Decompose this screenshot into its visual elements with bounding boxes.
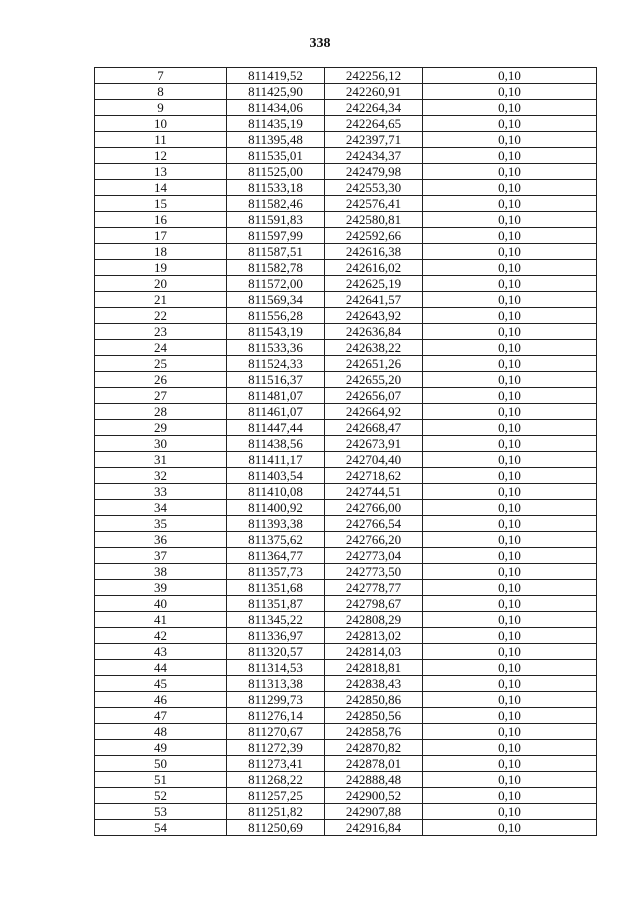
point-number-cell: 18 (95, 244, 227, 260)
table-row (95, 676, 597, 692)
table-row (95, 404, 597, 420)
deviation-cell: 0,10 (423, 100, 597, 116)
y-coordinate-cell: 242616,02 (325, 260, 423, 276)
y-coordinate-cell: 242673,91 (325, 436, 423, 452)
y-coordinate-cell: 242900,52 (325, 788, 423, 804)
deviation-cell: 0,10 (423, 580, 597, 596)
table-row (95, 180, 597, 196)
point-number-cell: 41 (95, 612, 227, 628)
deviation-cell: 0,10 (423, 340, 597, 356)
y-coordinate-cell: 242814,03 (325, 644, 423, 660)
y-coordinate-cell: 242638,22 (325, 340, 423, 356)
deviation-cell: 0,10 (423, 740, 597, 756)
deviation-cell: 0,10 (423, 564, 597, 580)
x-coordinate-cell: 811572,00 (227, 276, 325, 292)
point-number-cell: 28 (95, 404, 227, 420)
x-coordinate-cell: 811447,44 (227, 420, 325, 436)
y-coordinate-cell: 242479,98 (325, 164, 423, 180)
point-number-cell: 47 (95, 708, 227, 724)
deviation-cell: 0,10 (423, 612, 597, 628)
y-coordinate-cell: 242878,01 (325, 756, 423, 772)
point-number-cell: 34 (95, 500, 227, 516)
deviation-cell: 0,10 (423, 788, 597, 804)
y-coordinate-cell: 242553,30 (325, 180, 423, 196)
table-row (95, 308, 597, 324)
x-coordinate-cell: 811438,56 (227, 436, 325, 452)
x-coordinate-cell: 811320,57 (227, 644, 325, 660)
deviation-cell: 0,10 (423, 228, 597, 244)
y-coordinate-cell: 242888,48 (325, 772, 423, 788)
table-row (95, 420, 597, 436)
x-coordinate-cell: 811525,00 (227, 164, 325, 180)
x-coordinate-cell: 811533,18 (227, 180, 325, 196)
y-coordinate-cell: 242580,81 (325, 212, 423, 228)
deviation-cell: 0,10 (423, 500, 597, 516)
point-number-cell: 13 (95, 164, 227, 180)
point-number-cell: 10 (95, 116, 227, 132)
table-row (95, 564, 597, 580)
table-row (95, 612, 597, 628)
point-number-cell: 50 (95, 756, 227, 772)
table-row (95, 788, 597, 804)
y-coordinate-cell: 242766,00 (325, 500, 423, 516)
y-coordinate-cell: 242704,40 (325, 452, 423, 468)
y-coordinate-cell: 242656,07 (325, 388, 423, 404)
table-row (95, 212, 597, 228)
x-coordinate-cell: 811535,01 (227, 148, 325, 164)
table-row (95, 772, 597, 788)
table-row (95, 548, 597, 564)
x-coordinate-cell: 811400,92 (227, 500, 325, 516)
table-row (95, 660, 597, 676)
x-coordinate-cell: 811533,36 (227, 340, 325, 356)
table-row (95, 820, 597, 836)
y-coordinate-cell: 242916,84 (325, 820, 423, 836)
table-row (95, 356, 597, 372)
y-coordinate-cell: 242808,29 (325, 612, 423, 628)
table-row (95, 756, 597, 772)
point-number-cell: 9 (95, 100, 227, 116)
table-row (95, 132, 597, 148)
deviation-cell: 0,10 (423, 260, 597, 276)
x-coordinate-cell: 811425,90 (227, 84, 325, 100)
point-number-cell: 44 (95, 660, 227, 676)
point-number-cell: 23 (95, 324, 227, 340)
table-row (95, 532, 597, 548)
deviation-cell: 0,10 (423, 292, 597, 308)
table-row (95, 244, 597, 260)
x-coordinate-cell: 811299,73 (227, 692, 325, 708)
deviation-cell: 0,10 (423, 148, 597, 164)
point-number-cell: 37 (95, 548, 227, 564)
deviation-cell: 0,10 (423, 308, 597, 324)
point-number-cell: 35 (95, 516, 227, 532)
point-number-cell: 29 (95, 420, 227, 436)
point-number-cell: 17 (95, 228, 227, 244)
deviation-cell: 0,10 (423, 628, 597, 644)
deviation-cell: 0,10 (423, 548, 597, 564)
y-coordinate-cell: 242264,65 (325, 116, 423, 132)
y-coordinate-cell: 242625,19 (325, 276, 423, 292)
deviation-cell: 0,10 (423, 180, 597, 196)
x-coordinate-cell: 811272,39 (227, 740, 325, 756)
coordinates-table (94, 67, 597, 836)
table-row (95, 596, 597, 612)
deviation-cell: 0,10 (423, 132, 597, 148)
x-coordinate-cell: 811591,83 (227, 212, 325, 228)
x-coordinate-cell: 811393,38 (227, 516, 325, 532)
y-coordinate-cell: 242798,67 (325, 596, 423, 612)
x-coordinate-cell: 811276,14 (227, 708, 325, 724)
point-number-cell: 52 (95, 788, 227, 804)
y-coordinate-cell: 242850,56 (325, 708, 423, 724)
deviation-cell: 0,10 (423, 388, 597, 404)
point-number-cell: 14 (95, 180, 227, 196)
deviation-cell: 0,10 (423, 116, 597, 132)
deviation-cell: 0,10 (423, 532, 597, 548)
table-row (95, 644, 597, 660)
point-number-cell: 22 (95, 308, 227, 324)
y-coordinate-cell: 242773,04 (325, 548, 423, 564)
deviation-cell: 0,10 (423, 804, 597, 820)
y-coordinate-cell: 242858,76 (325, 724, 423, 740)
y-coordinate-cell: 242397,71 (325, 132, 423, 148)
table-row (95, 276, 597, 292)
point-number-cell: 31 (95, 452, 227, 468)
x-coordinate-cell: 811250,69 (227, 820, 325, 836)
table-row (95, 228, 597, 244)
deviation-cell: 0,10 (423, 212, 597, 228)
deviation-cell: 0,10 (423, 84, 597, 100)
point-number-cell: 43 (95, 644, 227, 660)
y-coordinate-cell: 242870,82 (325, 740, 423, 756)
x-coordinate-cell: 811345,22 (227, 612, 325, 628)
x-coordinate-cell: 811435,19 (227, 116, 325, 132)
point-number-cell: 11 (95, 132, 227, 148)
deviation-cell: 0,10 (423, 452, 597, 468)
y-coordinate-cell: 242664,92 (325, 404, 423, 420)
deviation-cell: 0,10 (423, 724, 597, 740)
deviation-cell: 0,10 (423, 276, 597, 292)
table-row (95, 468, 597, 484)
table-row (95, 324, 597, 340)
deviation-cell: 0,10 (423, 324, 597, 340)
deviation-cell: 0,10 (423, 356, 597, 372)
deviation-cell: 0,10 (423, 692, 597, 708)
deviation-cell: 0,10 (423, 708, 597, 724)
x-coordinate-cell: 811395,48 (227, 132, 325, 148)
x-coordinate-cell: 811434,06 (227, 100, 325, 116)
y-coordinate-cell: 242778,77 (325, 580, 423, 596)
table-row (95, 804, 597, 820)
deviation-cell: 0,10 (423, 756, 597, 772)
x-coordinate-cell: 811270,67 (227, 724, 325, 740)
point-number-cell: 32 (95, 468, 227, 484)
point-number-cell: 42 (95, 628, 227, 644)
deviation-cell: 0,10 (423, 244, 597, 260)
table-row (95, 580, 597, 596)
deviation-cell: 0,10 (423, 436, 597, 452)
y-coordinate-cell: 242260,91 (325, 84, 423, 100)
y-coordinate-cell: 242718,62 (325, 468, 423, 484)
y-coordinate-cell: 242813,02 (325, 628, 423, 644)
page-number: 338 (309, 36, 331, 51)
x-coordinate-cell: 811257,25 (227, 788, 325, 804)
point-number-cell: 15 (95, 196, 227, 212)
x-coordinate-cell: 811336,97 (227, 628, 325, 644)
x-coordinate-cell: 811556,28 (227, 308, 325, 324)
deviation-cell: 0,10 (423, 372, 597, 388)
x-coordinate-cell: 811351,87 (227, 596, 325, 612)
y-coordinate-cell: 242766,20 (325, 532, 423, 548)
point-number-cell: 53 (95, 804, 227, 820)
y-coordinate-cell: 242773,50 (325, 564, 423, 580)
point-number-cell: 7 (95, 68, 227, 84)
y-coordinate-cell: 242592,66 (325, 228, 423, 244)
x-coordinate-cell: 811543,19 (227, 324, 325, 340)
x-coordinate-cell: 811461,07 (227, 404, 325, 420)
table-row (95, 260, 597, 276)
x-coordinate-cell: 811357,73 (227, 564, 325, 580)
point-number-cell: 48 (95, 724, 227, 740)
table-row (95, 148, 597, 164)
point-number-cell: 45 (95, 676, 227, 692)
x-coordinate-cell: 811364,77 (227, 548, 325, 564)
deviation-cell: 0,10 (423, 772, 597, 788)
y-coordinate-cell: 242655,20 (325, 372, 423, 388)
point-number-cell: 20 (95, 276, 227, 292)
point-number-cell: 19 (95, 260, 227, 276)
deviation-cell: 0,10 (423, 484, 597, 500)
deviation-cell: 0,10 (423, 516, 597, 532)
point-number-cell: 26 (95, 372, 227, 388)
table-row (95, 740, 597, 756)
y-coordinate-cell: 242643,92 (325, 308, 423, 324)
y-coordinate-cell: 242264,34 (325, 100, 423, 116)
x-coordinate-cell: 811351,68 (227, 580, 325, 596)
y-coordinate-cell: 242616,38 (325, 244, 423, 260)
x-coordinate-cell: 811516,37 (227, 372, 325, 388)
point-number-cell: 40 (95, 596, 227, 612)
table-row (95, 724, 597, 740)
deviation-cell: 0,10 (423, 404, 597, 420)
point-number-cell: 25 (95, 356, 227, 372)
y-coordinate-cell: 242434,37 (325, 148, 423, 164)
table-row (95, 500, 597, 516)
y-coordinate-cell: 242838,43 (325, 676, 423, 692)
x-coordinate-cell: 811419,52 (227, 68, 325, 84)
y-coordinate-cell: 242256,12 (325, 68, 423, 84)
x-coordinate-cell: 811411,17 (227, 452, 325, 468)
table-row (95, 452, 597, 468)
deviation-cell: 0,10 (423, 468, 597, 484)
table-row (95, 628, 597, 644)
table-row (95, 692, 597, 708)
point-number-cell: 38 (95, 564, 227, 580)
table-row (95, 84, 597, 100)
table-row (95, 516, 597, 532)
point-number-cell: 51 (95, 772, 227, 788)
x-coordinate-cell: 811251,82 (227, 804, 325, 820)
table-row (95, 708, 597, 724)
x-coordinate-cell: 811597,99 (227, 228, 325, 244)
x-coordinate-cell: 811273,41 (227, 756, 325, 772)
x-coordinate-cell: 811314,53 (227, 660, 325, 676)
table-row (95, 164, 597, 180)
point-number-cell: 12 (95, 148, 227, 164)
y-coordinate-cell: 242651,26 (325, 356, 423, 372)
deviation-cell: 0,10 (423, 68, 597, 84)
y-coordinate-cell: 242668,47 (325, 420, 423, 436)
point-number-cell: 39 (95, 580, 227, 596)
point-number-cell: 36 (95, 532, 227, 548)
x-coordinate-cell: 811524,33 (227, 356, 325, 372)
table-row (95, 372, 597, 388)
point-number-cell: 16 (95, 212, 227, 228)
y-coordinate-cell: 242850,86 (325, 692, 423, 708)
point-number-cell: 54 (95, 820, 227, 836)
deviation-cell: 0,10 (423, 420, 597, 436)
deviation-cell: 0,10 (423, 644, 597, 660)
y-coordinate-cell: 242907,88 (325, 804, 423, 820)
coordinates-table-body (95, 68, 597, 836)
x-coordinate-cell: 811582,78 (227, 260, 325, 276)
x-coordinate-cell: 811587,51 (227, 244, 325, 260)
deviation-cell: 0,10 (423, 660, 597, 676)
x-coordinate-cell: 811313,38 (227, 676, 325, 692)
x-coordinate-cell: 811268,22 (227, 772, 325, 788)
x-coordinate-cell: 811582,46 (227, 196, 325, 212)
table-row (95, 436, 597, 452)
x-coordinate-cell: 811481,07 (227, 388, 325, 404)
x-coordinate-cell: 811569,34 (227, 292, 325, 308)
table-row (95, 292, 597, 308)
table-row (95, 484, 597, 500)
point-number-cell: 30 (95, 436, 227, 452)
point-number-cell: 24 (95, 340, 227, 356)
y-coordinate-cell: 242818,81 (325, 660, 423, 676)
y-coordinate-cell: 242641,57 (325, 292, 423, 308)
y-coordinate-cell: 242766,54 (325, 516, 423, 532)
x-coordinate-cell: 811410,08 (227, 484, 325, 500)
table-row (95, 68, 597, 84)
x-coordinate-cell: 811403,54 (227, 468, 325, 484)
point-number-cell: 27 (95, 388, 227, 404)
deviation-cell: 0,10 (423, 676, 597, 692)
table-row (95, 196, 597, 212)
deviation-cell: 0,10 (423, 196, 597, 212)
table-row (95, 116, 597, 132)
point-number-cell: 49 (95, 740, 227, 756)
deviation-cell: 0,10 (423, 820, 597, 836)
y-coordinate-cell: 242744,51 (325, 484, 423, 500)
point-number-cell: 46 (95, 692, 227, 708)
point-number-cell: 21 (95, 292, 227, 308)
deviation-cell: 0,10 (423, 596, 597, 612)
point-number-cell: 33 (95, 484, 227, 500)
table-row (95, 100, 597, 116)
y-coordinate-cell: 242636,84 (325, 324, 423, 340)
point-number-cell: 8 (95, 84, 227, 100)
y-coordinate-cell: 242576,41 (325, 196, 423, 212)
table-row (95, 388, 597, 404)
x-coordinate-cell: 811375,62 (227, 532, 325, 548)
deviation-cell: 0,10 (423, 164, 597, 180)
table-row (95, 340, 597, 356)
